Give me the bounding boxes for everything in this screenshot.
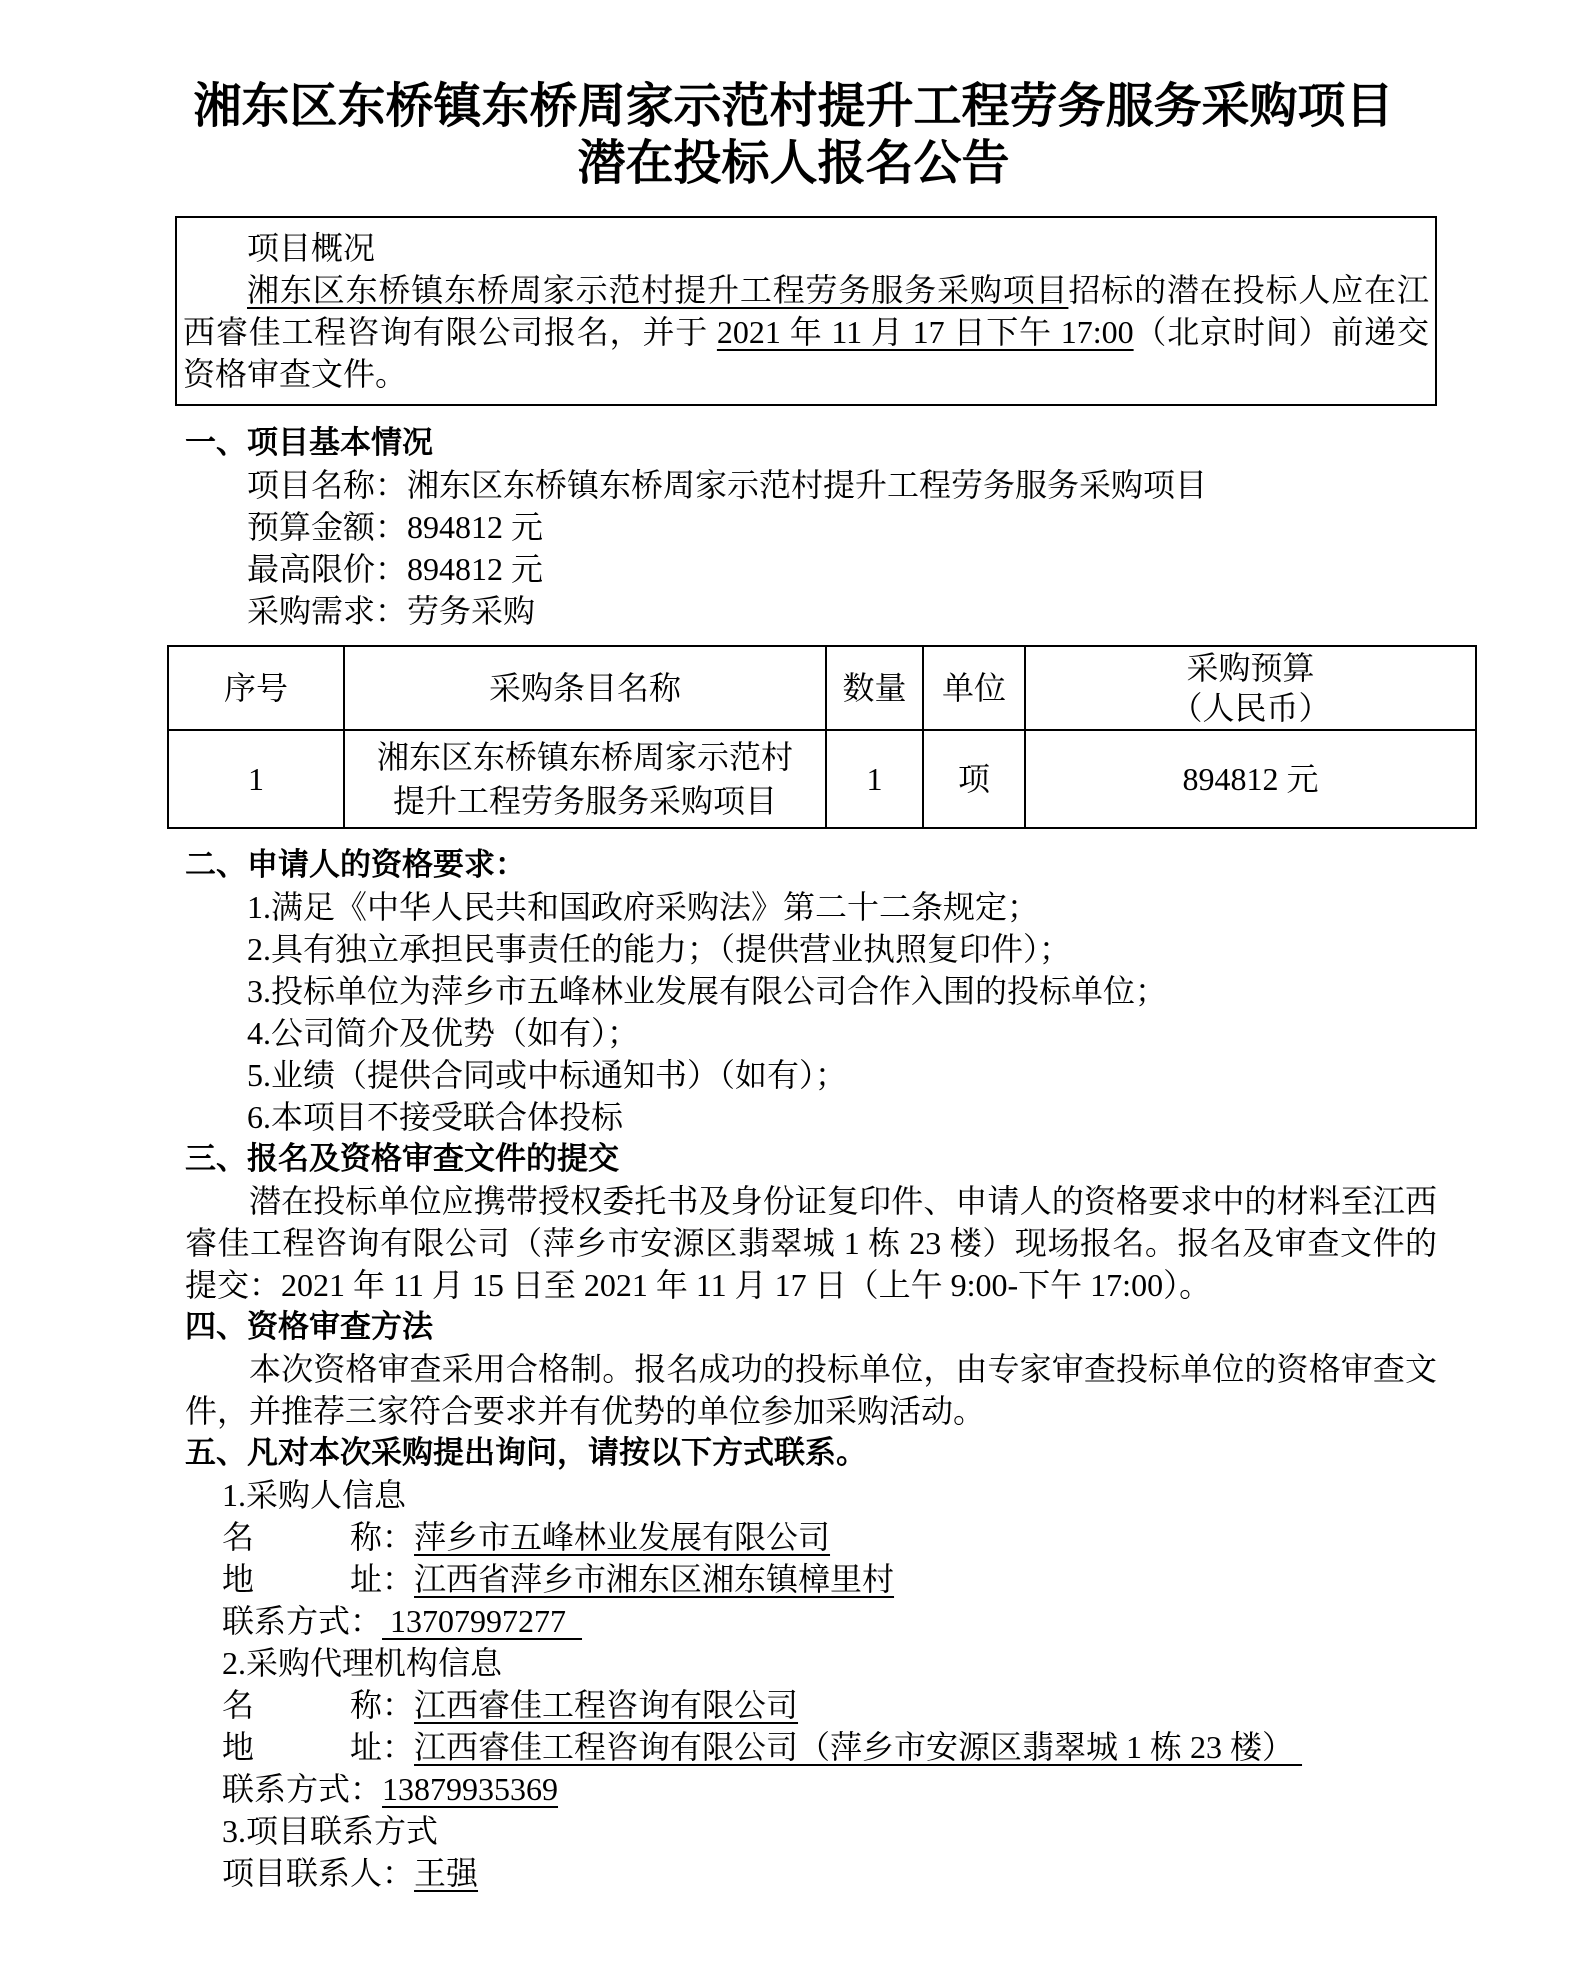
- table-header-no: 序号: [168, 646, 344, 730]
- agency-name-row: [222, 1684, 1467, 1726]
- purchaser-name-value: 萍乡市五峰林业发展有限公司: [414, 1519, 831, 1555]
- basic-info-demand: 采购需求：劳务采购: [247, 593, 536, 629]
- procurement-table: [167, 645, 1477, 829]
- agency-name-label: 名 称：: [222, 1687, 415, 1723]
- purchaser-phone-label: 联系方式：: [222, 1603, 383, 1639]
- purchaser-name-row: [222, 1516, 1467, 1558]
- project-name-underline: 湘东区东桥镇东桥周家示范村提升工程劳务服务采购项目: [247, 272, 1069, 308]
- deadline-underline: 2021 年 11 月 17 日下午 17:00: [716, 314, 1134, 350]
- review-method-paragraph: 本次资格审查采用合格制。报名成功的投标单位，由专家审查投标单位的资格审查文件，并推荐三家符合要求并有优势的单位参加采购活动。: [185, 1351, 1437, 1429]
- overview-paragraph: [183, 269, 1429, 395]
- qualification-item-1: 1.满足《中华人民共和国政府采购法》第二十二条规定；: [247, 889, 1040, 925]
- qualification-item-4: 4.公司简介及优势（如有）；: [247, 1015, 640, 1051]
- table-header-item-name: 采购条目名称: [344, 646, 826, 730]
- table-cell-budget: 894812 元: [1025, 730, 1476, 828]
- table-row: [168, 730, 1476, 828]
- agency-address-label: 地 址：: [222, 1729, 415, 1765]
- project-contact-label: 项目联系人：: [222, 1855, 415, 1891]
- purchaser-address-row: [222, 1558, 1467, 1600]
- project-contact-title: 3.项目联系方式: [222, 1813, 439, 1849]
- purchaser-info-title: 1.采购人信息: [222, 1477, 407, 1513]
- purchaser-address-label: 地 址：: [222, 1561, 415, 1597]
- table-header-budget: [1025, 646, 1476, 730]
- table-cell-item-name-text: 湘东区东桥镇东桥周家示范村提升工程劳务服务采购项目: [376, 739, 793, 819]
- qualification-item-3: 3.投标单位为萍乡市五峰林业发展有限公司合作入围的投标单位；: [247, 973, 1168, 1009]
- purchaser-phone-row: [222, 1600, 1467, 1642]
- table-cell-no: 1: [168, 730, 344, 828]
- table-header-qty: 数量: [826, 646, 923, 730]
- table-header-budget-line2: （人民币）: [1170, 690, 1331, 726]
- basic-info-project-name: 项目名称：湘东区东桥镇东桥周家示范村提升工程劳务服务采购项目: [247, 467, 1208, 503]
- overview-box: [175, 216, 1437, 406]
- table-cell-item-name: [344, 730, 826, 828]
- basic-info-price-limit: 最高限价：894812 元: [247, 551, 544, 587]
- project-contact-value: 王强: [414, 1855, 479, 1891]
- basic-info-budget: 预算金额：894812 元: [247, 509, 544, 545]
- section-qualifications-heading: 二、申请人的资格要求：: [185, 847, 526, 882]
- purchaser-address-value: 江西省萍乡市湘东区湘东镇樟里村: [414, 1561, 895, 1597]
- qualification-item-5: 5.业绩（提供合同或中标通知书）（如有）；: [247, 1057, 848, 1093]
- table-header-row: [168, 646, 1476, 730]
- agency-phone-value: 13879935369: [382, 1771, 559, 1807]
- agency-address-row: [222, 1726, 1467, 1768]
- overview-heading: 项目概况: [247, 230, 376, 266]
- purchaser-phone-value: 13707997277: [382, 1603, 583, 1639]
- table-cell-qty: 1: [826, 730, 923, 828]
- doc-title-line2: 潜在投标人报名公告: [577, 137, 1010, 190]
- project-contact-row: [222, 1852, 1467, 1894]
- agency-address-value: 江西睿佳工程咨询有限公司（萍乡市安源区翡翠城 1 栋 23 楼）: [414, 1729, 1303, 1765]
- agency-info-title: 2.采购代理机构信息: [222, 1645, 503, 1681]
- agency-name-value: 江西睿佳工程咨询有限公司: [414, 1687, 799, 1723]
- table-header-unit: 单位: [923, 646, 1025, 730]
- qualification-item-6: 6.本项目不接受联合体投标: [247, 1099, 624, 1135]
- doc-title-line1: 湘东区东桥镇东桥周家示范村提升工程劳务服务采购项目: [193, 80, 1394, 133]
- qualification-item-2: 2.具有独立承担民事责任的能力；（提供营业执照复印件）；: [247, 931, 1072, 967]
- overview-text-mid: 招标的潜在投标人应在江西睿佳工程咨询有限公司报名，并于: [183, 272, 1429, 350]
- section-submission-heading: 三、报名及资格审查文件的提交: [185, 1141, 619, 1176]
- table-cell-unit: 项: [923, 730, 1025, 828]
- agency-phone-label: 联系方式：: [222, 1771, 383, 1807]
- overview-text-end: （北京时间）前递交资格审查文件。: [183, 314, 1429, 392]
- agency-phone-row: [222, 1768, 1467, 1810]
- submission-paragraph: 潜在投标单位应携带授权委托书及身份证复印件、申请人的资格要求中的材料至江西睿佳工程咨询有限公司（萍乡市安源区翡翠城 1 栋 23 楼）现场报名。报名及审查文件的提交：2021 年 11 月 15 日至 2021 年 11 月 17 日（上午 9:00-下午 17:00）。: [185, 1183, 1437, 1303]
- section-basic-info-heading: 一、项目基本情况: [185, 425, 433, 460]
- section-review-method-heading: 四、资格审查方法: [185, 1309, 433, 1344]
- purchaser-name-label: 名 称：: [222, 1519, 415, 1555]
- table-header-budget-line1: 采购预算: [1186, 650, 1315, 686]
- section-contact-heading: 五、凡对本次采购提出询问，请按以下方式联系。: [185, 1435, 867, 1470]
